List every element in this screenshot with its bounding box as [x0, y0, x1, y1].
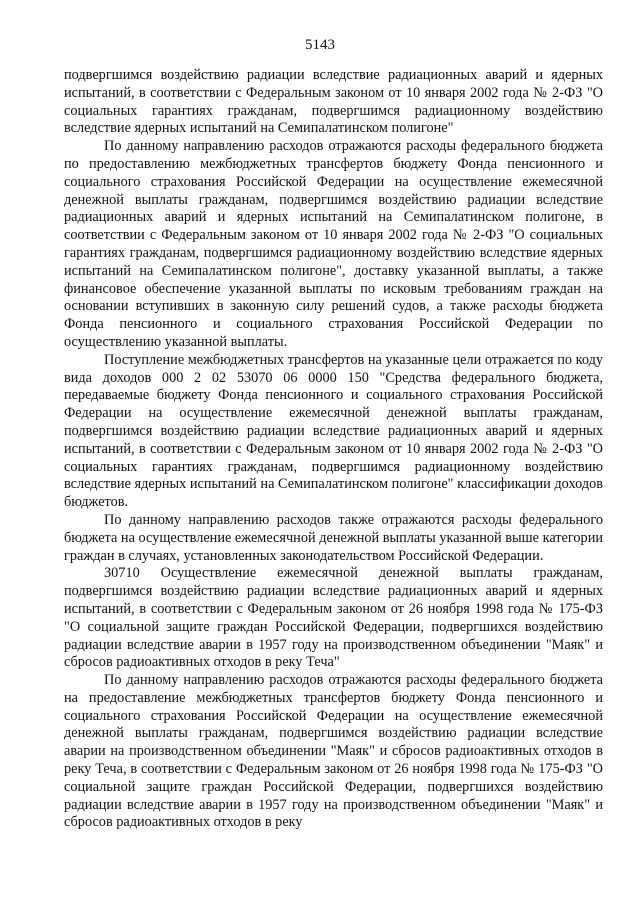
paragraph: По данному направлению расходов отражаются расходы федерального бюджета по предоставлению межбюджетных трансфертов бюджету Фонда пенсионного и социального страхования Российской Федерации на осуществление ежемесячной денежной выплаты гражданам, подвергшимся воздействию радиации вследствие радиационных аварий и ядерных испытаний на Семипалатинском полигоне, в соответствии с Федеральным законом от 10 января 2002 года № 2-ФЗ "О социальных гарантиях гражданам, подвергшимся радиационному воздействию вследствие ядерных испытаний на Семипалатинском полигоне", доставку указанной выплаты, а также финансовое обеспечение указанной выплаты по исковым требованиям граждан на основании вступивших в законную силу решений судов, а также расходы бюджета Фонда пенсионного и социального страхования Российской Федерации по осуществлению указанной выплаты.	[64, 138, 603, 350]
paragraph: По данному направлению расходов также отражаются расходы федерального бюджета на осуществление ежемесячной денежной выплаты указанной выше категории граждан в случаях, установленных законодательством Российской Федерации.	[64, 511, 603, 564]
paragraph: Поступление межбюджетных трансфертов на указанные цели отражается по коду вида доходов 000 2 02 53070 06 0000 150 "Средства федерального бюджета, передаваемые бюджету Фонда пенсионного и социального страхования Российской Федерации на осуществление ежемесячной денежной выплаты гражданам, подвергшимся воздействию радиации вследствие радиационных аварий и ядерных испытаний, в соответствии с Федеральным законом от 10 января 2002 года № 2-ФЗ "О социальных гарантиях гражданам, подвергшимся радиационному воздействию вследствие ядерных испытаний на Семипалатинском полигоне" классификации доходов бюджетов.	[64, 351, 603, 511]
paragraph: По данному направлению расходов отражаются расходы федерального бюджета на предоставление межбюджетных трансфертов бюджету Фонда пенсионного и социального страхования Российской Федерации на осуществление ежемесячной денежной выплаты гражданам, подвергшимся воздействию радиации вследствие аварии на производственном объединении "Маяк" и сбросов радиоактивных отходов в реку Теча, в соответствии с Федеральным законом от 26 ноября 1998 года № 175-ФЗ "О социальной защите граждан Российской Федерации, подвергшихся воздействию радиации вследствие аварии в 1957 году на производственном объединении "Маяк" и сбросов радиоактивных отходов в реку	[64, 672, 603, 831]
page-number: 5143	[305, 37, 335, 53]
document-body	[64, 67, 603, 832]
paragraph-code-30710: 30710 Осуществление ежемесячной денежной выплаты гражданам, подвергшимся воздействию радиации вследствие радиационных аварий и ядерных испытаний, в соответствии с Федеральным законом от 26 ноября 1998 года № 175-ФЗ "О социальной защите граждан Российской Федерации, подвергшихся воздействию радиации вследствие аварии в 1957 году на производственном объединении "Маяк" и сбросов радиоактивных отходов в реку Теча"	[64, 565, 603, 671]
paragraph-continuation: подвергшимся воздействию радиации вследствие радиационных аварий и ядерных испытаний, в соответствии с Федеральным законом от 10 января 2002 года № 2-ФЗ "О социальных гарантиях гражданам, подвергшимся радиационному воздействию вследствие ядерных испытаний на Семипалатинском полигоне"	[64, 67, 603, 137]
